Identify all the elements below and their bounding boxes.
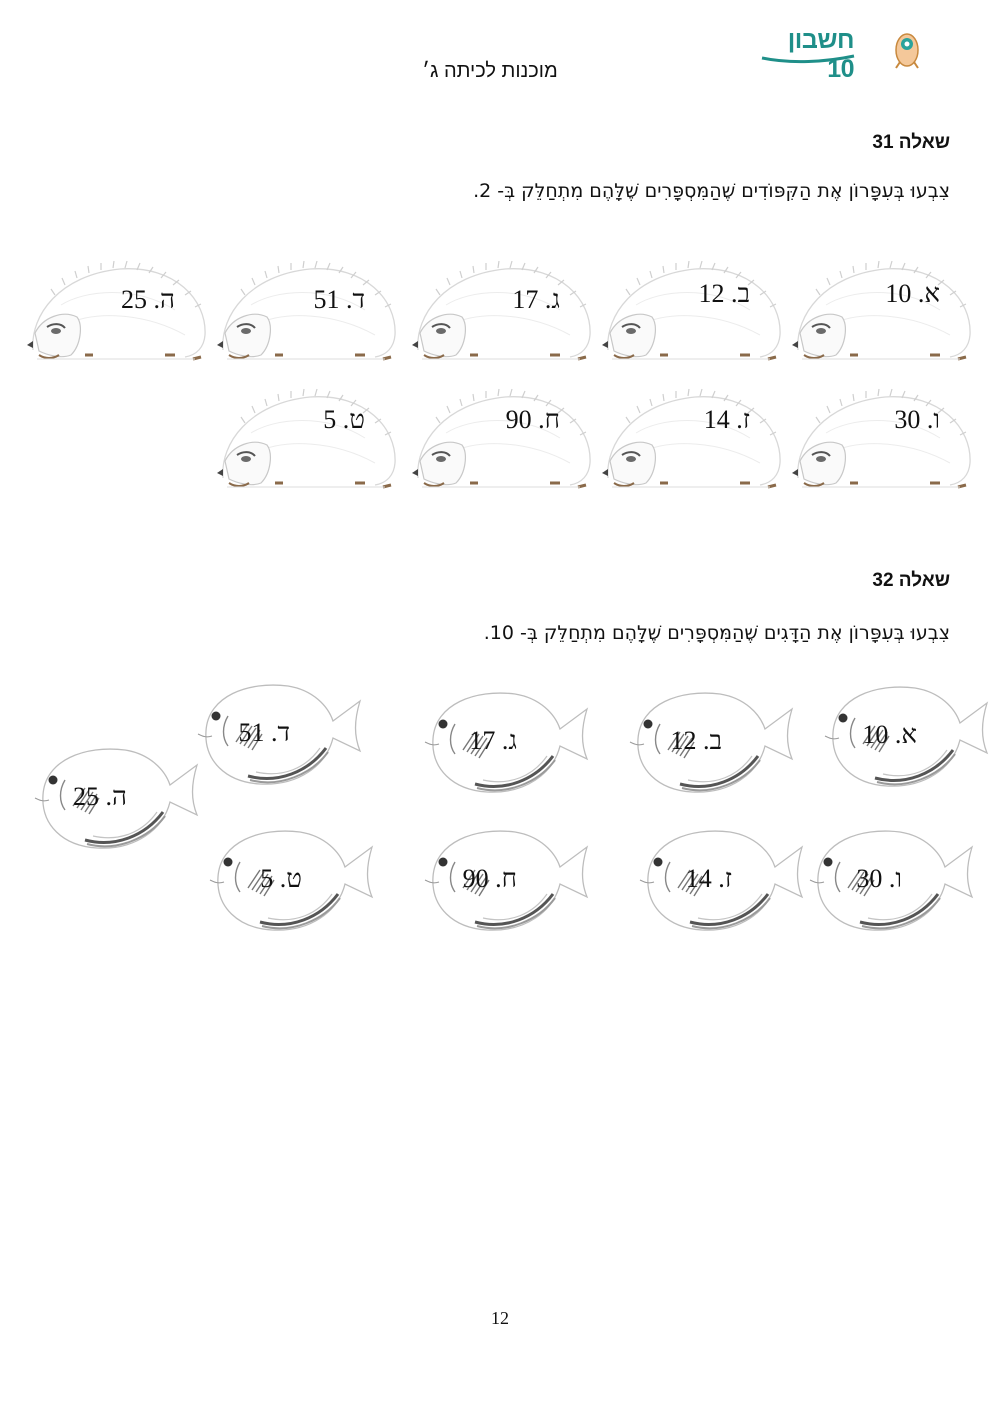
mascot-icon: [892, 26, 922, 70]
question-31-title: שאלה 31: [872, 132, 950, 153]
item-letter: ח.: [495, 864, 517, 893]
hedgehog-icon: [25, 255, 215, 365]
item-letter: ז.: [736, 405, 750, 434]
hedgehog-label: [885, 279, 940, 309]
item-number: 14: [685, 864, 712, 893]
item-letter: ג.: [501, 726, 517, 755]
hedgehog-label: [704, 405, 750, 435]
item-number: 25: [73, 782, 100, 811]
brand-title: חשבון 10: [787, 26, 854, 83]
item-number: 17: [512, 285, 539, 314]
item-number: 17: [469, 726, 496, 755]
item-number: 90: [505, 405, 532, 434]
item-letter: ו.: [926, 405, 940, 434]
fish-item[interactable]: [415, 684, 595, 799]
fish-label: [862, 720, 917, 750]
page-number: 12: [491, 1308, 509, 1328]
fish-item[interactable]: [188, 676, 368, 791]
hedgehog-label: [323, 405, 365, 435]
item-number: 30: [894, 405, 921, 434]
item-number: 25: [121, 285, 148, 314]
hedgehog-label: [121, 285, 175, 315]
item-letter: א.: [917, 279, 940, 308]
fish-label: [469, 726, 517, 756]
fish-label: [238, 718, 290, 748]
item-letter: ה.: [153, 285, 175, 314]
item-letter: ט.: [279, 864, 302, 893]
item-number: 14: [703, 405, 730, 434]
hedgehog-item[interactable]: [790, 383, 980, 493]
fish-label: [856, 864, 902, 894]
fish-label: [463, 864, 517, 894]
item-letter: ד.: [345, 285, 365, 314]
page-subtitle: מוכנות לכיתה ג׳: [422, 60, 558, 82]
hedgehog-icon: [600, 255, 790, 365]
item-number: 51: [238, 718, 265, 747]
fish-item[interactable]: [25, 740, 205, 855]
fish-item[interactable]: [415, 822, 595, 937]
item-letter: ד.: [270, 718, 290, 747]
item-number: 5: [260, 864, 274, 893]
item-letter: ז.: [718, 864, 732, 893]
hedgehog-label: [313, 285, 365, 315]
hedgehog-icon: [600, 383, 790, 493]
item-number: 5: [323, 405, 337, 434]
fish-label: [73, 782, 127, 812]
item-number: 51: [313, 285, 340, 314]
hedgehog-item[interactable]: [215, 383, 405, 493]
hedgehog-icon: [410, 383, 600, 493]
item-letter: ו.: [888, 864, 902, 893]
hedgehog-icon: [790, 255, 980, 365]
hedgehog-label: [506, 405, 560, 435]
fish-label: [260, 864, 302, 894]
hedgehog-item[interactable]: [790, 255, 980, 365]
item-number: 12: [670, 726, 697, 755]
question-32-title: שאלה 32: [872, 570, 950, 591]
hedgehog-item[interactable]: [410, 383, 600, 493]
item-number: 30: [856, 864, 883, 893]
hedgehog-label: [894, 405, 940, 435]
question-32-instruction: צִבְעוּ בְּעִפָּרוֹן אֶת הַדָּגִים שֶׁהַמִּסְפָּרִים שֶׁלָּהֶם מִתְחַלֵּק בְּ- 10.: [483, 622, 950, 644]
fish-item[interactable]: [200, 822, 380, 937]
hedgehog-item[interactable]: [25, 255, 215, 365]
fish-item[interactable]: [815, 678, 995, 793]
hedgehog-icon: [410, 255, 600, 365]
item-letter: א.: [894, 720, 917, 749]
hedgehog-item[interactable]: [600, 255, 790, 365]
item-number: 90: [462, 864, 489, 893]
hedgehog-item[interactable]: [410, 255, 600, 365]
fish-item[interactable]: [800, 822, 980, 937]
hedgehog-label: [698, 279, 750, 309]
item-letter: ב.: [730, 279, 750, 308]
fish-label: [670, 726, 722, 756]
item-letter: ט.: [342, 405, 365, 434]
hedgehog-label: [512, 285, 560, 315]
hedgehog-item[interactable]: [600, 383, 790, 493]
fish-item[interactable]: [630, 822, 810, 937]
hedgehog-icon: [215, 255, 405, 365]
item-letter: ג.: [544, 285, 560, 314]
brand-logo: [756, 24, 860, 83]
item-letter: ב.: [702, 726, 722, 755]
hedgehog-item[interactable]: [215, 255, 405, 365]
fish-item[interactable]: [620, 684, 800, 799]
hedgehog-icon: [790, 383, 980, 493]
item-number: 10: [862, 720, 889, 749]
hedgehog-icon: [215, 383, 405, 493]
fish-label: [686, 864, 732, 894]
item-number: 10: [885, 279, 912, 308]
question-31-instruction: צִבְעוּ בְּעִפָּרוֹן אֶת הַקִּפּוֹדִים שֶׁהַמִּסְפָּרִים שֶׁלָּהֶם מִתְחַלֵּק בְּ- 2.: [473, 180, 950, 202]
item-number: 12: [698, 279, 725, 308]
item-letter: ח.: [538, 405, 560, 434]
item-letter: ה.: [105, 782, 127, 811]
